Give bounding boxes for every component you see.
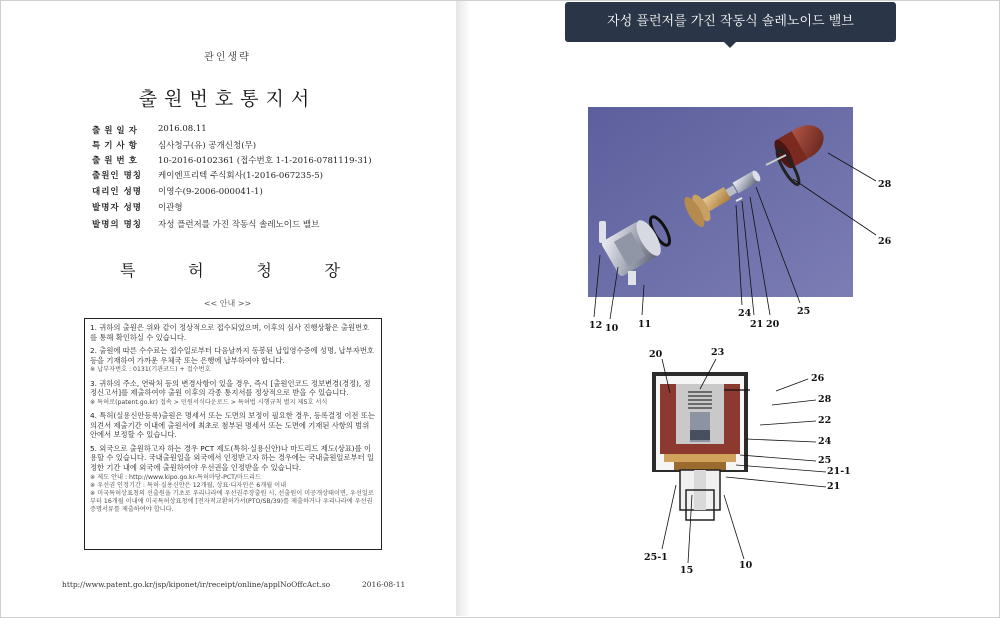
field-label: 출원일자 bbox=[92, 126, 141, 136]
figure1-label: 20 bbox=[766, 319, 780, 330]
page-fold-shadow bbox=[456, 1, 470, 616]
figure2-label: 25-1 bbox=[644, 552, 668, 563]
figure1-label: 21 bbox=[750, 319, 764, 330]
footer-url: http://www.patent.go.kr/jsp/kiponet/ir/receipt/online/applNoOffcAct.so bbox=[62, 580, 331, 589]
figure2-label: 23 bbox=[711, 347, 725, 358]
claims-title-char: 장 bbox=[324, 261, 340, 280]
invention-title-tooltip: 자성 플런저를 가진 작동식 솔레노이드 밸브 bbox=[565, 2, 896, 42]
figure2-leader-lines bbox=[640, 345, 840, 575]
field-label: 출원번호 bbox=[92, 156, 141, 166]
figure2-label: 21-1 bbox=[827, 466, 851, 477]
figure1-label: 12 bbox=[589, 320, 603, 331]
figure2-label: 15 bbox=[680, 565, 694, 576]
field-label: 대리인 성명 bbox=[92, 187, 143, 197]
field-value: 이영수(9-2006-000041-1) bbox=[158, 187, 263, 197]
field-label: 발명자 성명 bbox=[92, 203, 143, 213]
figure2-label: 20 bbox=[649, 349, 663, 360]
guide-heading: << 안내 >> bbox=[203, 299, 252, 308]
doc-title: 출원번호통지서 bbox=[138, 88, 317, 110]
claims-title bbox=[120, 258, 340, 280]
notice-item bbox=[90, 444, 376, 515]
figure2-label: 22 bbox=[818, 415, 832, 426]
tooltip-arrow bbox=[724, 42, 736, 48]
figure2-label: 21 bbox=[827, 481, 841, 492]
field-row bbox=[92, 169, 323, 183]
field-label: 발명의 명칭 bbox=[92, 220, 143, 230]
claims-title-char: 청 bbox=[256, 261, 272, 280]
field-value: 심사청구(유) 공개신청(무) bbox=[158, 141, 257, 151]
figure2-label: 24 bbox=[818, 436, 832, 447]
doc-subtitle: 관인생략 bbox=[204, 52, 251, 63]
figure1-label: 11 bbox=[638, 319, 652, 330]
notice-item bbox=[90, 346, 376, 374]
figure1-label: 24 bbox=[738, 308, 752, 319]
field-row bbox=[92, 185, 263, 199]
field-row bbox=[92, 124, 207, 138]
notice-item bbox=[90, 323, 376, 342]
field-value: 케이엔프리텍 주식회사(1-2016-067235-5) bbox=[158, 171, 323, 181]
notice-item bbox=[90, 379, 376, 407]
field-label: 특기사항 bbox=[92, 141, 141, 151]
notice-box bbox=[84, 318, 382, 550]
claims-title-char: 특 bbox=[120, 261, 136, 280]
field-value: 10-2016-0102361 (접수번호 1-1-2016-0781119-31) bbox=[158, 156, 372, 166]
claims-title-char: 허 bbox=[188, 261, 204, 280]
figure2-label: 26 bbox=[811, 373, 825, 384]
notice-note: ※ 제도 안내 : http://www.kipo.go.kr-특허마당-PCT/마드리드 ※ 우선권 인정기간 : 특허·실용신안은 12개월, 상표·디자인은 6개월 이내 ※ 미국특허상표청의 선출원을 기초로 우리나라에 우선권주장출원 시, 선출원이 미공개상태이면, 우선일로부터 16개월 이내에 미국특허상표청에 [전자적교환허가서(PTO/SB/39)를 제출하거나 우리나라에 우선권 증명서류를 제출하여야 합니다. bbox=[90, 473, 374, 514]
field-value: 이관형 bbox=[158, 203, 183, 213]
figure1-label: 26 bbox=[878, 236, 892, 247]
notice-text: 1. 귀하의 출원은 위와 같이 정상적으로 접수되었으며, 이후의 심사 진행상황은 출원번호를 통해 확인하실 수 있습니다. bbox=[90, 323, 370, 342]
field-row bbox=[92, 139, 256, 153]
figure1-label: 10 bbox=[605, 323, 619, 334]
figure1-leader-lines bbox=[588, 107, 888, 322]
field-label: 출원인 명칭 bbox=[92, 171, 143, 181]
figure2-label: 28 bbox=[818, 394, 832, 405]
notice-text: 4. 특허(실용신안등록)출원은 명세서 또는 도면의 보정이 필요한 경우, 등록결정 이전 또는 의견서 제출기간 이내에 출원서에 최초로 첨부된 명세서 또는 도면에 기재된 사항의 범위 안에서 보정할 수 있습니다. bbox=[90, 410, 375, 440]
footer-date: 2016-08-11 bbox=[362, 580, 406, 589]
figure1-label: 25 bbox=[797, 306, 811, 317]
field-row bbox=[92, 201, 183, 215]
notice-note: ※ 특허로(patent.go.kr) 접속 > 민원서식다운로드 > 특허법 시행규칙 별지 제5호 서식 bbox=[90, 398, 328, 406]
notice-text: 5. 외국으로 출원하고자 하는 경우 PCT 제도(특허·실용신안)나 마드리드 제도(상표)를 이용할 수 있습니다. 국내출원일을 외국에서 인정받고자 하는 경우에는 국내출원일로부터 일정한 기간 내에 외국에 출원하여야 우선권을 인정받을 수 있습니다. bbox=[90, 443, 374, 472]
notice-text: 2. 출원에 따른 수수료는 접수일로부터 다음날까지 동봉된 납입영수증에 성명, 납부자번호 등을 기재하여 가까운 우체국 또는 은행에 납부하여야 합니다. bbox=[90, 346, 374, 365]
notice-note: ※ 납부자번호 : 0131(기관코드) + 접수번호 bbox=[90, 366, 211, 374]
figure1-label: 28 bbox=[878, 179, 892, 190]
notice-text: 3. 귀하의 주소, 연락처 등의 변경사항이 있을 경우, 즉시 [출원인코드 정보변경(경정), 정정신고서]를 제출하여야 출원 이후의 각종 통지서를 정상적으로 받을 수 있습니다. bbox=[90, 378, 371, 398]
field-row bbox=[92, 154, 372, 168]
field-value: 2016.08.11 bbox=[158, 124, 207, 134]
field-row bbox=[92, 218, 319, 232]
figure2-label: 25 bbox=[818, 455, 832, 466]
field-value: 자성 플런저를 가진 작동식 솔레노이드 밸브 bbox=[158, 220, 320, 230]
figure2-label: 10 bbox=[739, 560, 753, 571]
notice-item bbox=[90, 411, 376, 440]
